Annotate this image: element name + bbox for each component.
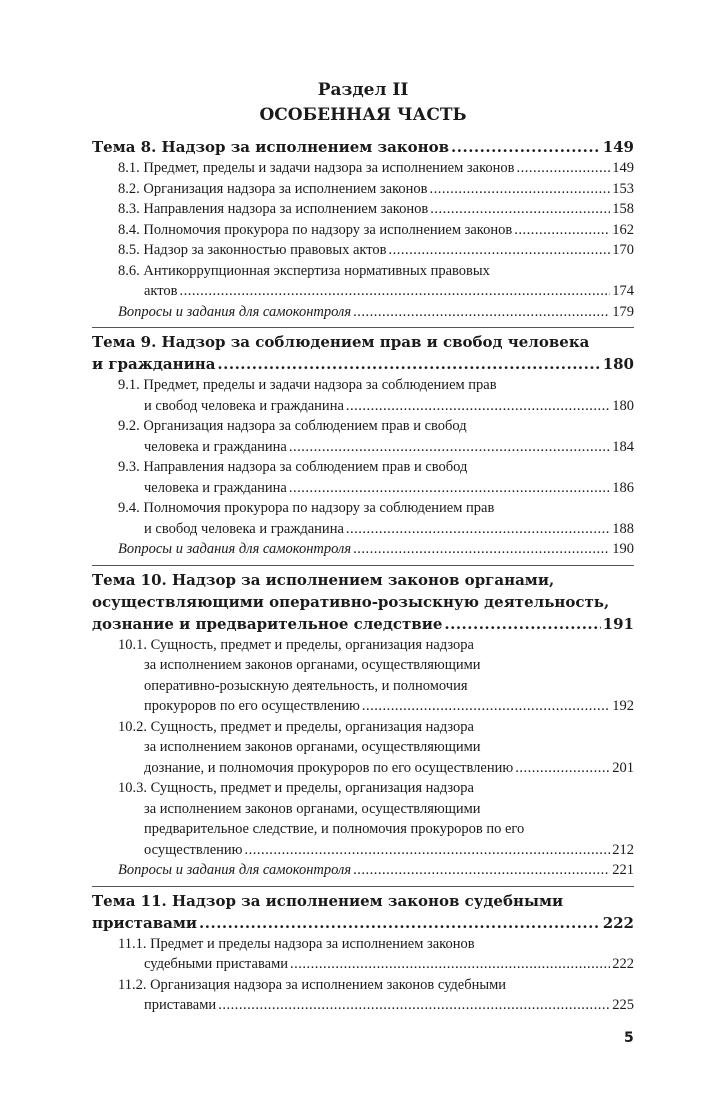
page-ref: 179 [612,303,634,320]
page-ref: 180 [602,355,634,373]
toc-questions-10[interactable]: Вопросы и задания для самоконтроля ..... 221 [92,860,634,881]
page-ref: 192 [612,698,634,714]
toc-item-8-6[interactable]: 8.6. Антикоррупционная экспертиза нормативных правовых актов ..... 174 [92,261,634,302]
toc-item-10-1[interactable]: 10.1. Сущность, предмет и пределы, организация надзора за исполнением законов органами, осуществляющими оперативно-розыскную деятельность, и полномочия прокуроров по его осуществлению ..... 192 [92,635,634,717]
toc-item-11-2[interactable]: 11.2. Организация надзора за исполнением законов судебными приставами ..... 225 [92,975,634,1016]
page-ref: 190 [612,541,634,557]
toc-item-9-4[interactable]: 9.4. Полномочия прокурора по надзору за соблюдением прав и свобод человека и гражданина ..... 188 [92,498,634,539]
page-ref: 188 [612,520,634,537]
divider [92,886,634,887]
page-ref: 212 [612,841,634,858]
table-of-contents [92,136,634,1016]
toc-item-10-3[interactable]: 10.3. Сущность, предмет и пределы, организация надзора за исполнением законов органами, осуществляющими предварительное следствие, и полномочия прокуроров по его осуществлению ..... 212 [92,778,634,860]
page-ref: 153 [612,180,634,197]
page-ref: 149 [602,138,634,156]
toc-chapter-8[interactable]: Тема 8. Надзор за исполнением законов ..... 149 [92,136,634,158]
divider [92,565,634,566]
page-number: 5 [624,1030,634,1046]
page-ref: 184 [612,438,634,455]
page-ref: 222 [602,913,634,932]
section-number: Раздел II [317,80,409,100]
page-ref: 170 [612,242,634,258]
toc-item-8-1[interactable]: 8.1. Предмет, пределы и задачи надзора за исполнением законов ..... 149 [92,158,634,179]
page-ref: 225 [612,997,634,1013]
page-ref: 222 [612,956,634,972]
page-ref: 158 [612,201,634,217]
toc-item-8-2[interactable]: 8.2. Организация надзора за исполнением законов ..... 153 [92,179,634,200]
page-ref: 201 [612,759,634,776]
toc-item-9-3[interactable]: 9.3. Направления надзора за соблюдением прав и свобод человека и гражданина ..... 186 [92,457,634,498]
page-ref: 174 [612,283,634,299]
toc-item-11-1[interactable]: 11.1. Предмет и пределы надзора за исполнением законов судебными приставами ..... 222 [92,934,634,975]
section-title: ОСОБЕННАЯ ЧАСТЬ [259,105,467,125]
toc-item-8-4[interactable]: 8.4. Полномочия прокурора по надзору за исполнением законов ..... 162 [92,220,634,241]
page-ref: 221 [612,862,634,878]
toc-chapter-11[interactable]: Тема 11. Надзор за исполнением законов судебными приставами ..... 222 [92,890,634,934]
toc-item-8-5[interactable]: 8.5. Надзор за законностью правовых актов ..... 170 [92,240,634,261]
divider [92,327,634,328]
toc-chapter-10[interactable]: Тема 10. Надзор за исполнением законов органами, осуществляющими оперативно-розыскную деятельность, дознание и предварительное следствие ..... 191 [92,569,634,635]
page-ref: 191 [602,614,634,633]
toc-chapter-9[interactable]: Тема 9. Надзор за соблюдением прав и свобод человека и гражданина ..... 180 [92,331,634,375]
page-ref: 180 [612,397,634,414]
page-ref: 162 [612,221,634,238]
toc-item-10-2[interactable]: 10.2. Сущность, предмет и пределы, организация надзора за исполнением законов органами, осуществляющими дознание, и полномочия прокуроров по его осуществлению ..... 201 [92,717,634,779]
page-ref: 186 [612,479,634,496]
toc-questions-9[interactable]: Вопросы и задания для самоконтроля ..... 190 [92,539,634,560]
toc-item-9-2[interactable]: 9.2. Организация надзора за соблюдением прав и свобод человека и гражданина ..... 184 [92,416,634,457]
toc-questions-8[interactable]: Вопросы и задания для самоконтроля ..... 179 [92,302,634,323]
toc-item-9-1[interactable]: 9.1. Предмет, пределы и задачи надзора за соблюдением прав и свобод человека и гражданина ..... 180 [92,375,634,416]
page-ref: 149 [612,160,634,176]
toc-item-8-3[interactable]: 8.3. Направления надзора за исполнением законов ..... 158 [92,199,634,220]
